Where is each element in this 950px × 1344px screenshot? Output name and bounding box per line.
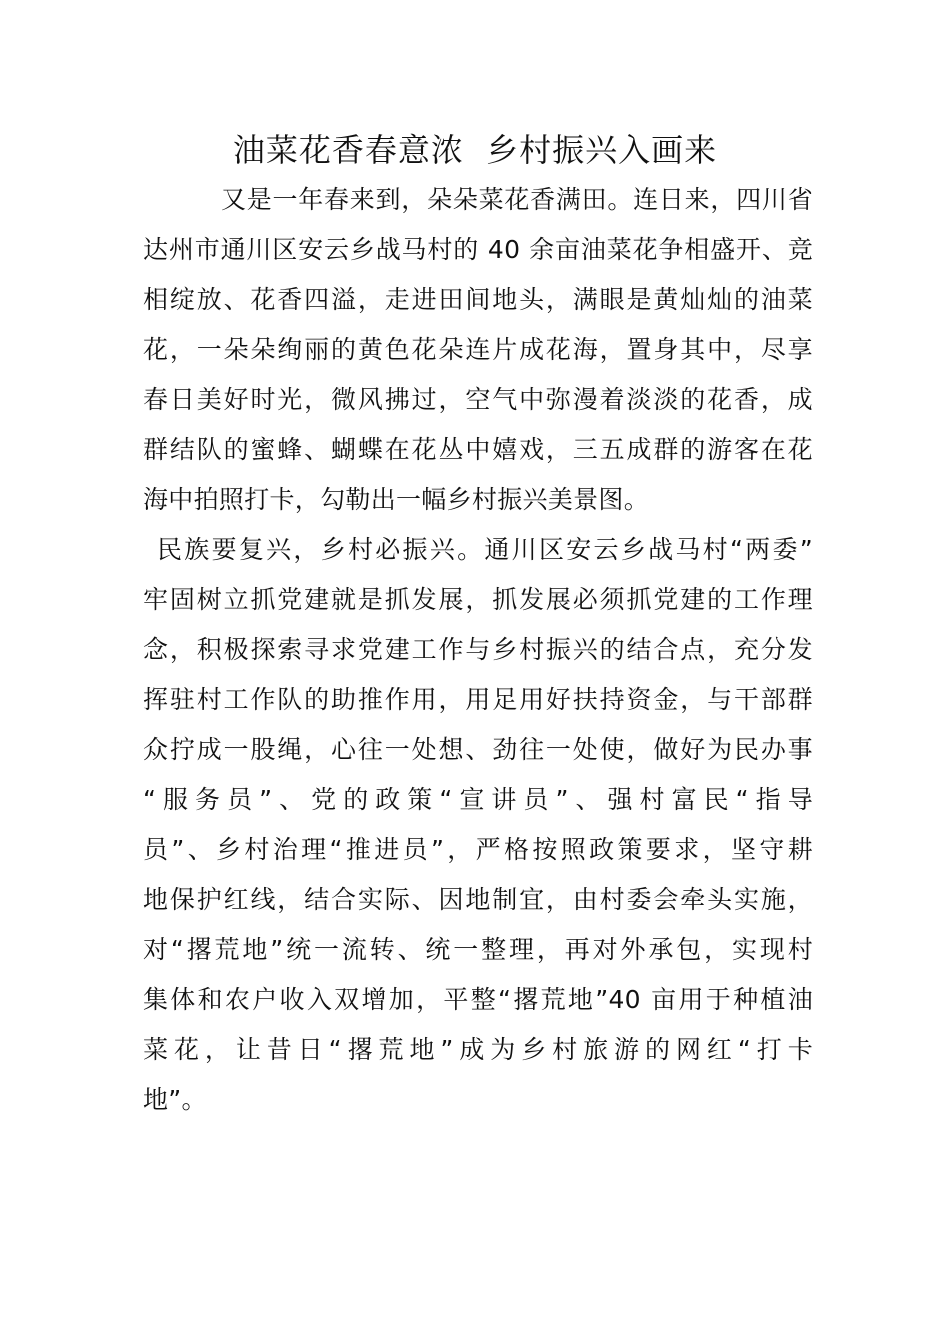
paragraph-2 (143, 525, 813, 1125)
text-line: 挥驻村工作队的助推作用，用足用好扶持资金，与干部群 (143, 685, 813, 714)
text-line: 地保护红线，结合实际、因地制宜，由村委会牵头实施， (143, 885, 813, 914)
text-line: 又是一年春来到，朵朵菜花香满田。连日来，四川省 (221, 185, 813, 214)
text-line: 民族要复兴，乡村必振兴。通川区安云乡战马村“两委” (157, 535, 813, 564)
document-body (143, 175, 813, 1125)
text-line: 牢固树立抓党建就是抓发展，抓发展必须抓党建的工作理 (143, 585, 813, 614)
text-line: 群结队的蜜蜂、蝴蝶在花丛中嬉戏，三五成群的游客在花 (143, 435, 813, 464)
text-line: 众拧成一股绳，心往一处想、劲往一处使，做好为民办事 (143, 735, 813, 764)
text-line: 菜花，让昔日“撂荒地”成为乡村旅游的网红“打卡 (143, 1035, 813, 1064)
text-line: 达州市通川区安云乡战马村的 40 余亩油菜花争相盛开、竞 (143, 235, 813, 264)
text-line: 海中拍照打卡，勾勒出一幅乡村振兴美景图。 (143, 485, 650, 514)
text-line: 念，积极探索寻求党建工作与乡村振兴的结合点，充分发 (143, 635, 813, 664)
text-line: 相绽放、花香四溢，走进田间地头，满眼是黄灿灿的油菜 (143, 285, 813, 314)
text-line: 花，一朵朵绚丽的黄色花朵连片成花海，置身其中，尽享 (143, 335, 813, 364)
paragraph-1 (143, 175, 813, 525)
text-line: 员”、乡村治理“推进员”，严格按照政策要求，坚守耕 (143, 835, 813, 864)
text-line: 地”。 (143, 1085, 207, 1114)
text-line: 集体和农户收入双增加，平整“撂荒地”40 亩用于种植油 (143, 985, 813, 1014)
text-line: 对“撂荒地”统一流转、统一整理，再对外承包，实现村 (143, 935, 813, 964)
text-line: “服务员”、党的政策“宣讲员”、强村富民“指导 (143, 785, 813, 814)
text-line: 春日美好时光，微风拂过，空气中弥漫着淡淡的花香，成 (143, 385, 813, 414)
document-title: 油菜花香春意浓 乡村振兴入画来 (232, 131, 718, 169)
